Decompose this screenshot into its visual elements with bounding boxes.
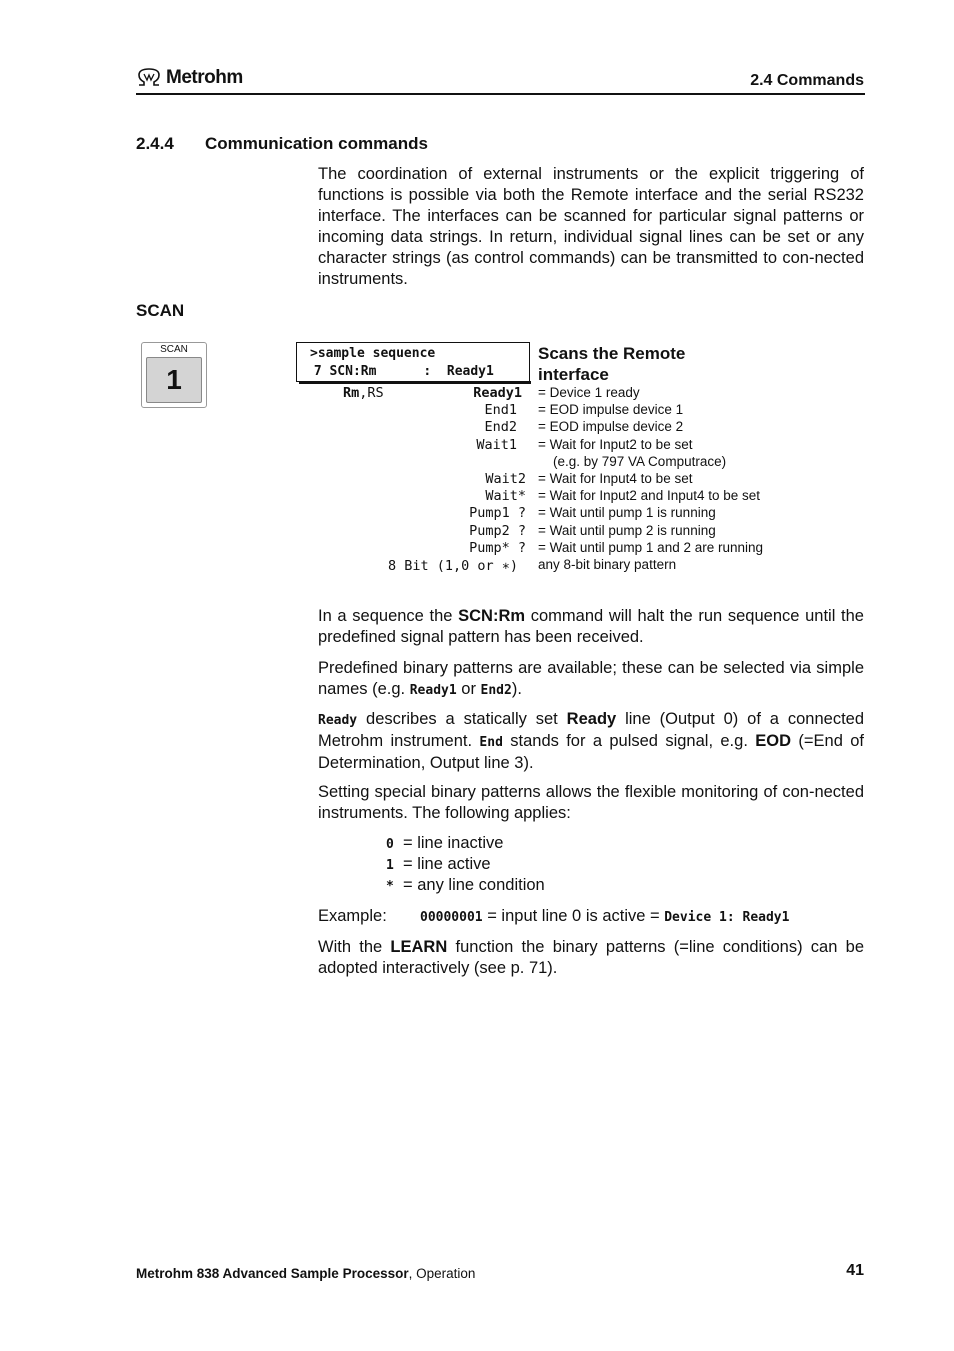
brand-name: Metrohm <box>166 67 243 88</box>
section-title: Communication commands <box>205 134 428 153</box>
example-label: Example: <box>318 907 387 925</box>
desc-row-3: = Wait for Input2 to be set <box>538 437 693 452</box>
param-row-5: Wait2 <box>485 471 526 487</box>
param-main <box>343 385 384 401</box>
header-section: 2.4 Commands <box>750 72 864 89</box>
paragraph-patterns <box>318 658 864 701</box>
footer-product-name: Metrohm 838 Advanced Sample Processor <box>136 1266 409 1281</box>
p1-text-c: command will halt the run sequence until the predefined signal pattern has been received. <box>318 607 864 646</box>
param-row-7: Pump1 ? <box>469 505 526 521</box>
paragraph-scnrm <box>318 606 864 648</box>
paragraph-special <box>318 782 864 824</box>
example-line <box>420 907 789 926</box>
scan-title: Scans the Remote interface <box>538 344 686 384</box>
scan-key-number: 1 <box>166 364 182 395</box>
desc-row-8: = Wait until pump 2 is running <box>538 523 716 538</box>
example-code: 00000001 <box>420 910 483 925</box>
display-line-2: 7 SCN:Rm : Ready1 <box>306 364 494 379</box>
desc-row-5: = Wait for Input4 to be set <box>538 471 693 486</box>
section-number: 2.4.4 <box>136 134 174 153</box>
p2-code-ready1: Ready1 <box>409 683 457 698</box>
p2-code-end2: End2 <box>480 683 512 698</box>
p5-bold-learn: LEARN <box>390 938 448 956</box>
param-row-6: Wait* <box>485 488 526 504</box>
display-line-1: >sample sequence <box>310 346 436 361</box>
p3-text-h: (=End of Determination, Output line 3). <box>318 732 864 772</box>
desc-row-4: (e.g. by 797 VA Computrace) <box>553 454 727 469</box>
desc-row-9: = Wait until pump 1 and 2 are running <box>538 540 764 555</box>
param-row-8: Pump2 ? <box>469 523 526 539</box>
example-result: Device 1: Ready1 <box>664 910 790 925</box>
param-row-10: 8 Bit (1,0 or ∗) <box>387 558 518 574</box>
p3-code-ready: Ready <box>318 713 358 728</box>
p3-bold-eod: EOD <box>755 732 792 750</box>
rule-text-2: = any line condition <box>403 876 545 894</box>
param-rs: ,RS <box>359 385 384 401</box>
brand-logo <box>136 66 243 90</box>
paragraph-learn <box>318 937 864 979</box>
footer-suffix: , Operation <box>408 1266 476 1281</box>
display-shadow <box>299 381 531 384</box>
param-row-0: Ready1 <box>473 385 522 401</box>
p1-text-a: In a sequence the <box>318 607 459 625</box>
rule-text-0: = line inactive <box>403 834 504 852</box>
rule-item-0 <box>386 834 503 853</box>
p3-text-b: describes a statically set <box>357 710 567 728</box>
scan-key <box>141 342 207 408</box>
desc-row-2: = EOD impulse device 2 <box>538 419 684 434</box>
param-row-1: End1 <box>484 402 517 418</box>
p2-text-a: Predefined binary patterns are available; these can be selected via simple names (e.g. <box>318 659 864 698</box>
example-mid: = input line 0 is active = <box>482 907 665 925</box>
p3-code-end: End <box>479 735 503 750</box>
param-row-3: Wait1 <box>476 437 517 453</box>
footer-product <box>136 1266 475 1281</box>
rule-item-2 <box>386 876 545 895</box>
rule-sym-1: 1 <box>386 858 394 873</box>
p5-text-c: function the binary patterns (=line conditions) can be adopted interactively (see p. 71). <box>318 938 865 977</box>
rule-sym-2: * <box>386 879 394 894</box>
p3-text-f: stands for a pulsed signal, e.g. <box>502 732 756 750</box>
param-row-9: Pump* ? <box>469 540 526 556</box>
desc-row-7: = Wait until pump 1 is running <box>538 505 716 520</box>
desc-row-1: = EOD impulse device 1 <box>538 402 684 417</box>
rule-text-1: = line active <box>403 855 491 873</box>
p3-bold-ready: Ready <box>566 710 617 728</box>
rule-item-1 <box>386 855 491 874</box>
intro-text: The coordination of external instruments or the explicit triggering of functions is possible via both the Remote interface and the serial RS232 interface. The interfaces can be scanned for particular signal patterns or incoming data strings. In return, individual signal lines can be set or any character strings (as control commands) can be transmitted to con-nected instruments. <box>318 165 864 288</box>
p2-text-end: ). <box>511 680 522 698</box>
desc-row-10: any 8-bit binary pattern <box>538 557 677 572</box>
scan-key-caption: SCAN <box>160 344 188 355</box>
desc-row-0: = Device 1 ready <box>538 385 640 400</box>
p3-text-d: line (Output 0) of a connected Metrohm instrument. <box>318 710 865 750</box>
omega-logo-icon <box>136 68 162 88</box>
p5-text-a: With the <box>318 938 391 956</box>
param-rm: Rm <box>343 385 360 401</box>
desc-row-6: = Wait for Input2 and Input4 to be set <box>538 488 761 503</box>
p4-text: Setting special binary patterns allows the flexible monitoring of con-nected instruments. The following applies: <box>318 783 864 822</box>
page-number: 41 <box>846 1262 864 1279</box>
intro-paragraph <box>318 164 864 290</box>
rule-sym-0: 0 <box>386 837 394 852</box>
scan-label: SCAN <box>136 301 185 320</box>
header-rule <box>136 93 865 95</box>
scan-key-face <box>146 357 202 403</box>
p1-command: SCN:Rm <box>458 607 526 625</box>
p2-text-or: or <box>456 680 481 698</box>
lcd-display <box>296 342 530 382</box>
paragraph-ready-end <box>318 709 864 774</box>
param-row-2: End2 <box>484 419 517 435</box>
